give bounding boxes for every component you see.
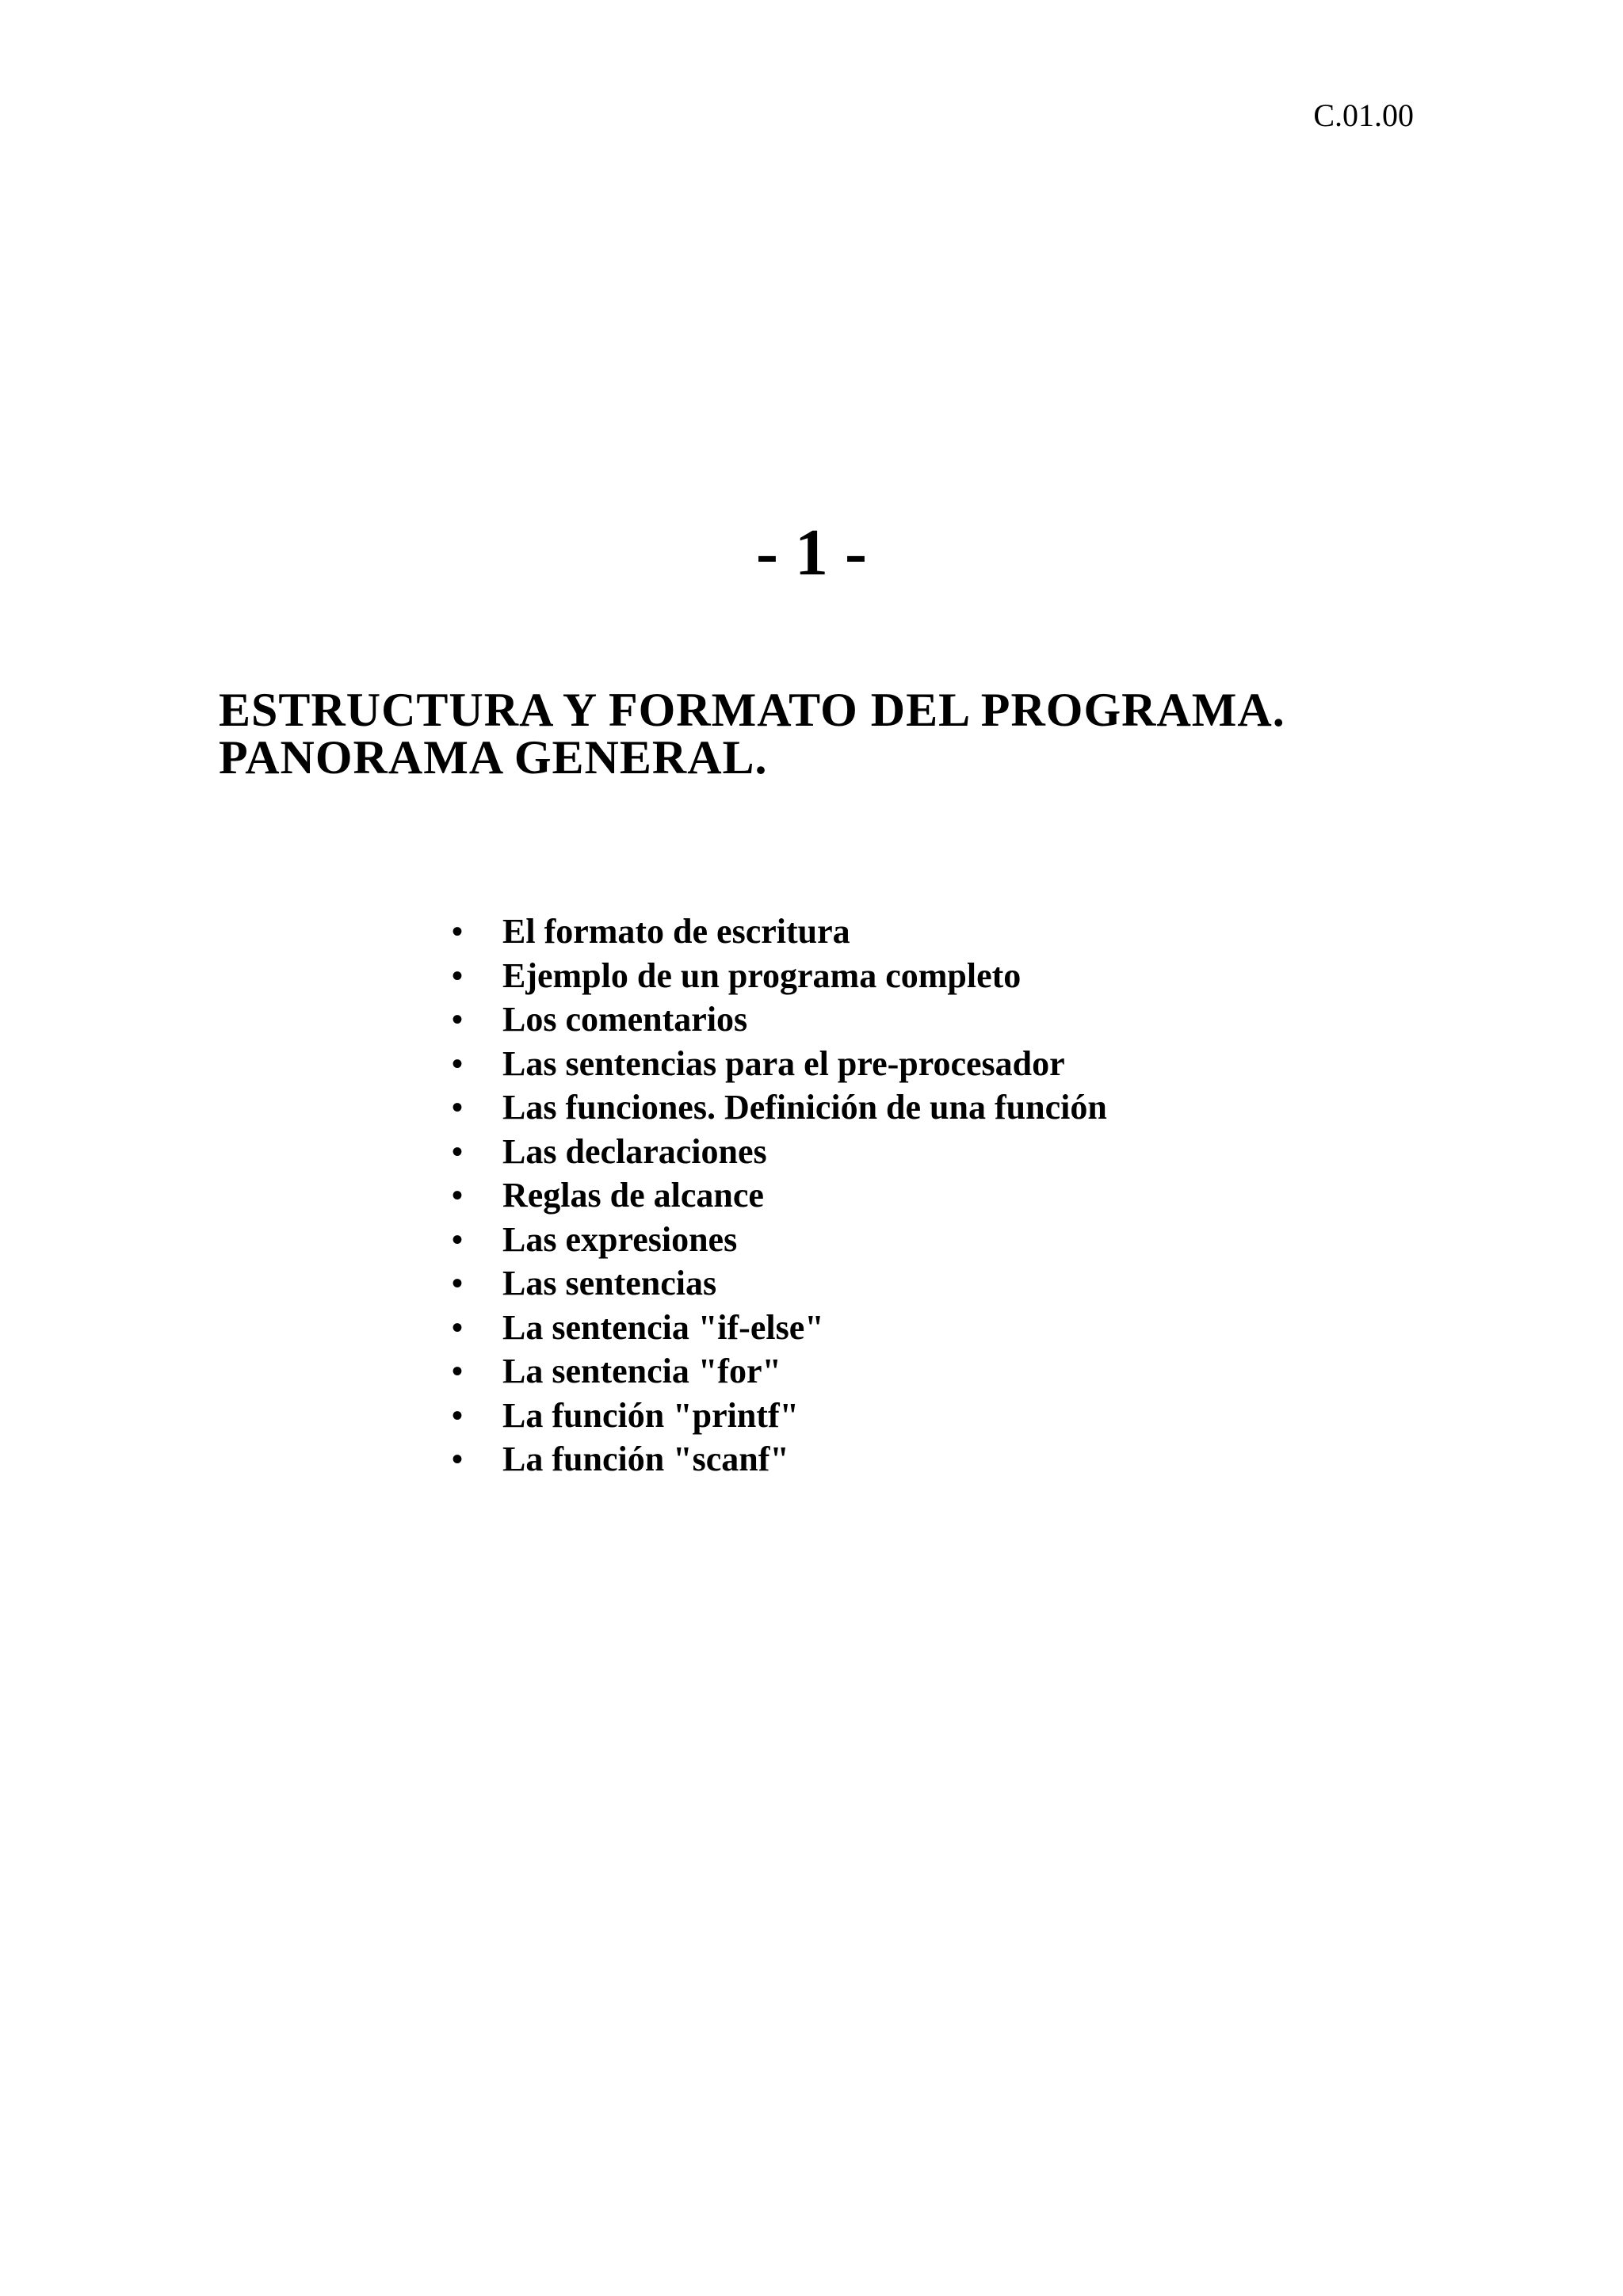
- topic-item-label: El formato de escritura: [502, 912, 850, 951]
- topic-item-label: La sentencia "for": [502, 1352, 781, 1390]
- bullet-icon: •: [452, 1309, 464, 1345]
- topic-item: [452, 1261, 1107, 1306]
- topic-item: [452, 1173, 1107, 1218]
- bullet-icon: •: [452, 1089, 464, 1125]
- topic-item-label: Las declaraciones: [502, 1131, 767, 1171]
- topic-item-label: La función "printf": [502, 1395, 800, 1435]
- bullet-icon: •: [452, 1265, 464, 1301]
- bullet-icon: •: [452, 957, 464, 994]
- topic-item: [452, 1042, 1107, 1086]
- topic-item: [452, 1349, 1107, 1394]
- chapter-title: [219, 684, 1285, 784]
- topic-item-label: Ejemplo de un programa completo: [502, 955, 1022, 995]
- bullet-icon: •: [452, 1441, 464, 1477]
- topic-item: [452, 1085, 1107, 1130]
- topic-item: [452, 1130, 1107, 1174]
- chapter-title-line-2: PANORAMA GENERAL.: [219, 731, 768, 784]
- topic-item: [452, 1437, 1107, 1482]
- topic-item-label: Los comentarios: [502, 1000, 748, 1039]
- bullet-icon: •: [452, 1221, 464, 1257]
- topic-item: [452, 1394, 1107, 1438]
- bullet-icon: •: [452, 1353, 464, 1389]
- bullet-icon: •: [452, 913, 464, 949]
- chapter-title-line-1: ESTRUCTURA Y FORMATO DEL PROGRAMA.: [219, 684, 1285, 736]
- topic-item-label: Las expresiones: [502, 1219, 738, 1259]
- topic-item: [452, 910, 1107, 954]
- bullet-icon: •: [452, 1045, 464, 1081]
- topic-item-label: La función "scanf": [502, 1440, 789, 1478]
- chapter-number: - 1 -: [756, 516, 867, 589]
- bullet-icon: •: [452, 1001, 464, 1037]
- topic-item: [452, 1306, 1107, 1350]
- topic-item: [452, 997, 1107, 1042]
- topic-item-label: Las sentencias para el pre-procesador: [502, 1043, 1065, 1083]
- topic-item: [452, 1218, 1107, 1262]
- page-code: C.01.00: [1313, 97, 1414, 133]
- bullet-icon: •: [452, 1177, 464, 1213]
- topic-list: [452, 910, 1107, 1482]
- topic-item-label: Las sentencias: [502, 1264, 717, 1302]
- topic-item: [452, 954, 1107, 998]
- topic-item-label: La sentencia "if-else": [502, 1307, 824, 1347]
- bullet-icon: •: [452, 1133, 464, 1169]
- topic-item-label: Reglas de alcance: [502, 1176, 764, 1215]
- bullet-icon: •: [452, 1397, 464, 1433]
- topic-item-label: Las funciones. Definición de una función: [502, 1088, 1107, 1127]
